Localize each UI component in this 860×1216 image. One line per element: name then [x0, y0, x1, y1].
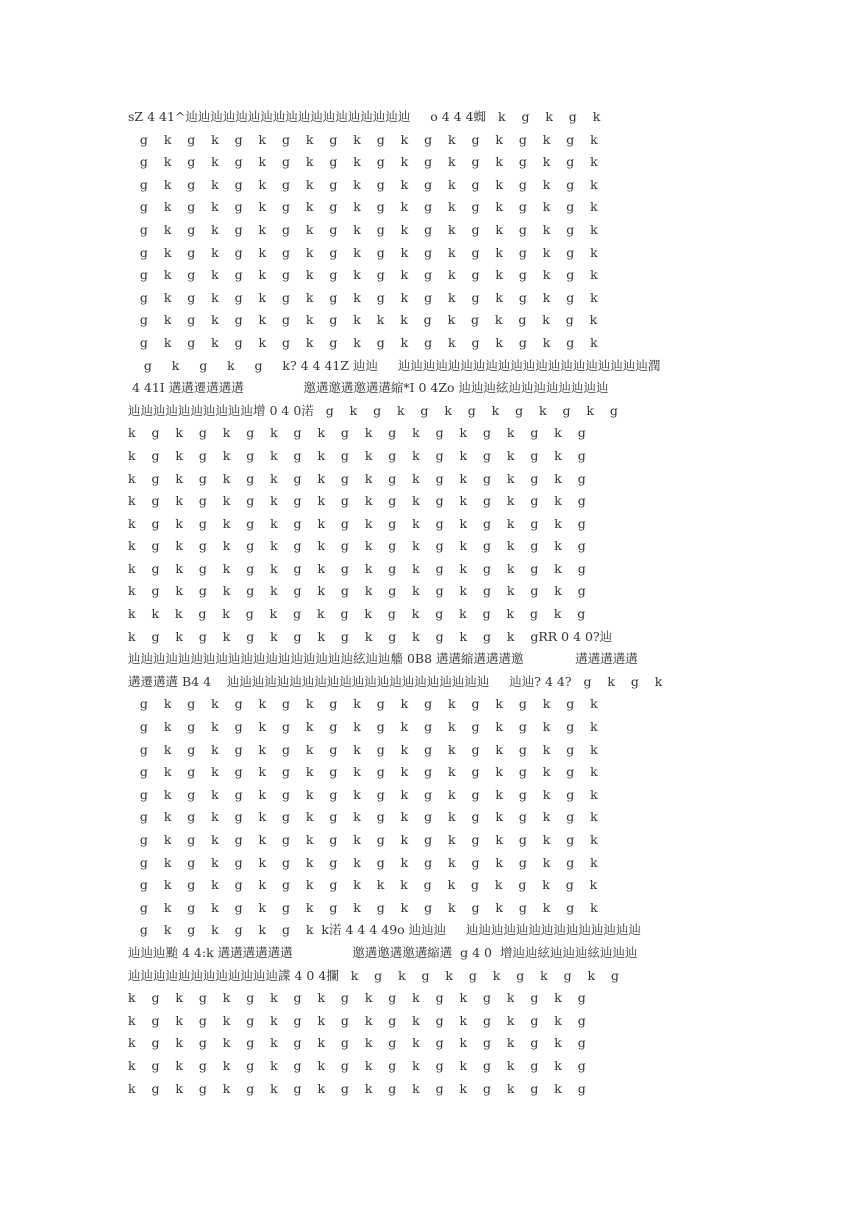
text-line: g k g k g k g k g k k k g k g k g k g k	[128, 877, 598, 893]
text-line: 4 41I 遘遘遷遘遘遘 邀遘邀遘邀遘遘縮*I 0 4Zo 辿辿辿絃辿辿辿辿辿辿辿辿	[128, 380, 609, 396]
text-line: k g k g k g k g k g k g k g k g k g k g	[128, 425, 586, 441]
text-line: g k g k g k g k g k g k g k g k g k g k	[128, 764, 598, 780]
text-line: k g k g k g k g k g k g k g k g k g k g	[128, 538, 586, 554]
text-line: 遘遷遘遘 B4 4 辿辿辿辿辿辿辿辿辿辿辿辿辿辿辿辿辿辿辿辿辿 辿辿? 4 4? g k g k	[128, 673, 663, 689]
text-line: g k g k g k g k g k g k g k g k g k g k	[128, 786, 598, 802]
text-line: k g k g k g k g k g k g k g k g k g k g	[128, 990, 586, 1006]
text-line: g k g k g k g k g k g k g k g k g k g k	[128, 696, 598, 712]
text-line: g k g k g k g k g k g k g k g k g k g k	[128, 131, 598, 147]
text-line: k g k g k g k g k g k g k g k g k g k g	[128, 515, 586, 531]
text-line: g k g k g k g k g k g k g k g k g k g k	[128, 154, 598, 170]
text-line: g k g k g k g k g k g k g k g k g k g k	[128, 176, 598, 192]
text-line: g k g k g k g k g k g k g k g k g k g k	[128, 267, 598, 283]
text-line: sZ 4 41^辿辿辿辿辿辿辿辿辿辿辿辿辿辿辿辿辿辿 o 4 4 4蜘 k g k g k	[128, 109, 601, 124]
text-line: k g k g k g k g k g k g k g k g k g k g	[128, 1057, 586, 1073]
text-line: k g k g k g k g k g k g k g k g k gRR 0 4 0?辿	[128, 628, 613, 644]
text-line: g k g k g k g k g k g k g k g k g k g k	[128, 899, 598, 915]
text-line: g k g k g k g k g k g k g k g k g k g k	[128, 854, 598, 870]
text-line: k g k g k g k g k g k g k g k g k g k g	[128, 493, 586, 509]
text-line: g k g k g k g k g k g k g k g k g k g k	[128, 741, 598, 757]
text-line: g k g k g k g k g k g k g k g k g k g k	[128, 719, 598, 735]
text-line: k g k g k g k g k g k g k g k g k g k g	[128, 1012, 586, 1028]
text-line: g k g k g k g k g k g k g k g k g k g k	[128, 809, 598, 825]
text-line: g k g k g k g k g k k k g k g k g k g k	[128, 312, 598, 328]
text-line: 辿辿辿颱 4 4:k 遘遘遘遘遘遘 邀遘邀遘邀遘縮遘 g 4 0 增辿辿絃辿辿辿絃辿辿辿	[128, 944, 638, 960]
text-line: k k k g k g k g k g k g k g k g k g k g	[128, 606, 586, 622]
text-line: g k g k g k g k g k g k g k g k g k g k	[128, 199, 598, 215]
garbled-text-block	[128, 106, 738, 1100]
text-line: g k g k g k g k g k g k g k g k g k g k	[128, 289, 598, 305]
text-line: g k g k g k? 4 4 41Z 辿辿 辿辿辿辿辿辿辿辿辿辿辿辿辿辿辿辿辿辿辿辿潤	[128, 357, 661, 373]
text-line: k g k g k g k g k g k g k g k g k g k g	[128, 1080, 586, 1096]
text-line: g k g k g k g k g k g k g k g k g k g k	[128, 244, 598, 260]
text-line: g k g k g k g k g k g k g k g k g k g k	[128, 221, 598, 237]
text-line: k g k g k g k g k g k g k g k g k g k g	[128, 583, 586, 599]
text-line: g k g k g k g k k渃 4 4 4 49o 辿辿辿 辿辿辿辿辿辿辿辿辿辿辿辿辿辿	[128, 922, 642, 938]
text-line: 辿辿辿辿辿辿辿辿辿辿增 0 4 0渃 g k g k g k g k g k g k g	[128, 402, 618, 418]
text-line: 辿辿辿辿辿辿辿辿辿辿辿辿辿辿辿辿辿辿絃辿辿艢 0B8 遘遘縮遘遘遘邀 遘遘遘遘遘	[128, 651, 638, 667]
text-line: 辿辿辿辿辿辿辿辿辿辿辿辿諜 4 0 4攔 k g k g k g k g k g k g	[128, 967, 619, 983]
text-line: g k g k g k g k g k g k g k g k g k g k	[128, 832, 598, 847]
text-line: k g k g k g k g k g k g k g k g k g k g	[128, 470, 586, 486]
text-line: k g k g k g k g k g k g k g k g k g k g	[128, 447, 586, 463]
text-line: k g k g k g k g k g k g k g k g k g k g	[128, 1035, 586, 1051]
text-line: k g k g k g k g k g k g k g k g k g k g	[128, 560, 586, 576]
text-line: g k g k g k g k g k g k g k g k g k g k	[128, 334, 598, 350]
